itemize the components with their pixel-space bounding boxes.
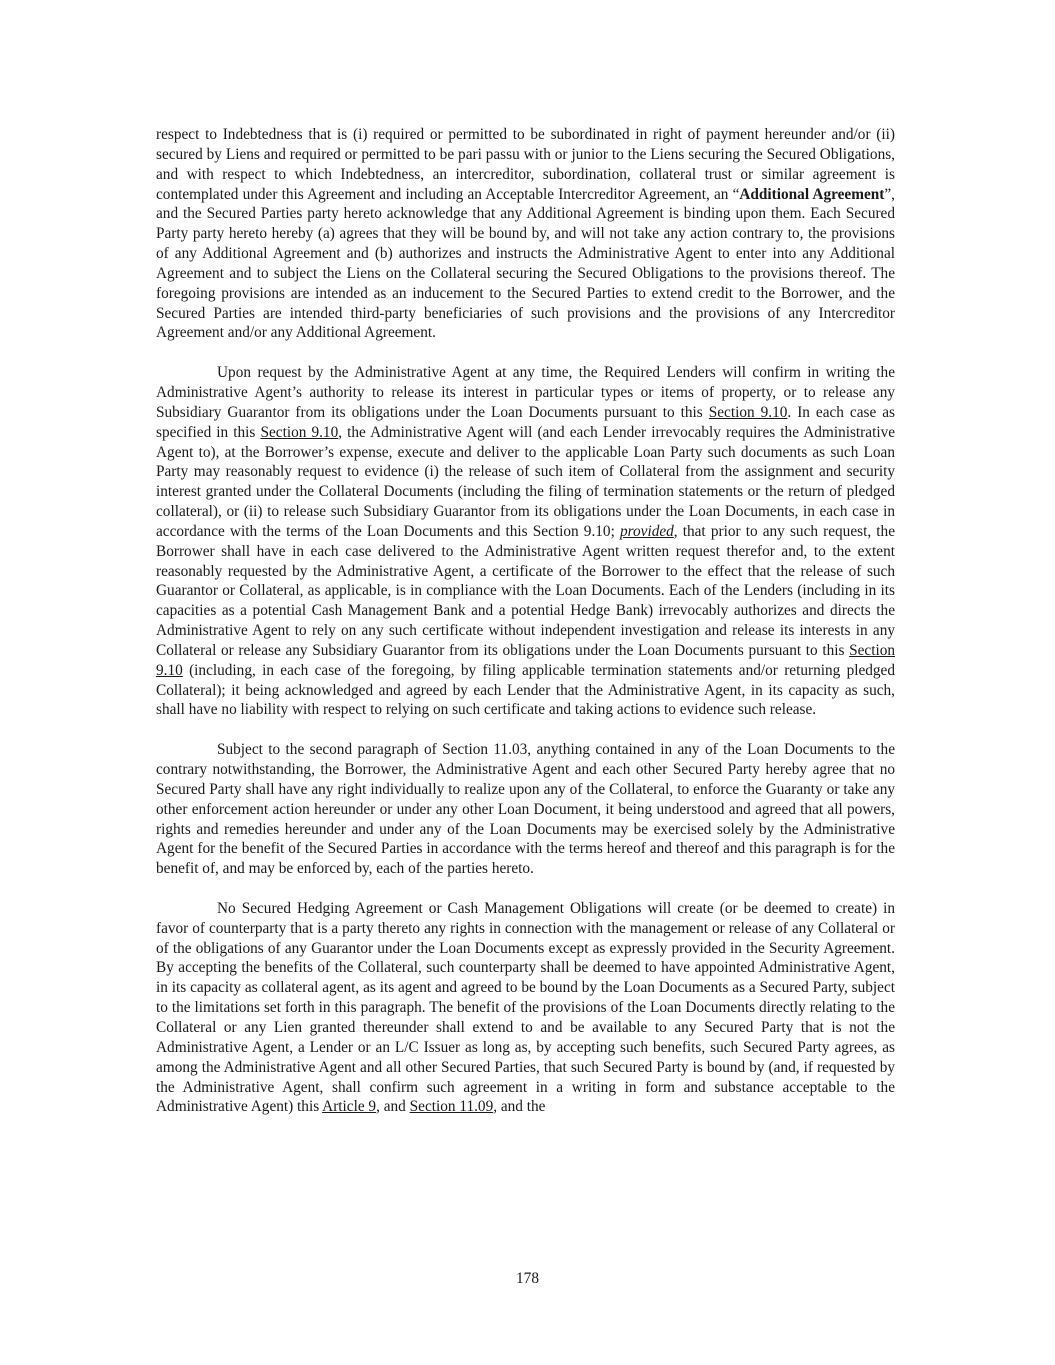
paragraph-2: Upon request by the Administrative Agent at any time, the Required Lenders will confirm in writing the Administrative Agent’s authority to release its interest in particular types or items of property, or to release any Subsidiary Guarantor from its obligations under the Loan Documents pursuant to this Section 9.10. In each case as specified in this Section 9.10, the Administrative Agent will (and each Lender irrevocably requires the Administrative Agent to), at the Borrower’s expense, execute and deliver to the applicable Loan Party such documents as such Loan Party may reasonably request to evidence (i) the release of such item of Collateral from the assignment and security interest granted under the Collateral Documents (including the filing of termination statements or the return of pledged collateral), or (ii) to release such Subsidiary Guarantor from its obligations under the Loan Documents, in each case in accordance with the terms of the Loan Documents and this Section 9.10; provided, that prior to any such request, the Borrower shall have in each case delivered to the Administrative Agent written request therefor and, to the extent reasonably requested by the Administrative Agent, a certificate of the Borrower to the effect that the release of such Guarantor or Collateral, as applicable, is in compliance with the Loan Documents. Each of the Lenders (including in its capacities as a potential Cash Management Bank and a potential Hedge Bank) irrevocably authorizes and directs the Administrative Agent to rely on any such certificate without independent investigation and release its interests in any Collateral or release any Subsidiary Guarantor from its obligations under the Loan Documents pursuant to this Section 9.10 (including, in each case of the foregoing, by filing applicable termination statements and/or returning pledged Collateral); it being acknowledged and agreed by each Lender that the Administrative Agent, in its capacity as such, shall have no liability with respect to relying on such certificate and taking actions to evidence such release. — [156, 364, 896, 719]
section-reference: Section 9.10 — [260, 423, 339, 441]
defined-term-additional-agreement: Additional Agreement — [739, 185, 885, 203]
page-number: 178 — [516, 1270, 539, 1287]
section-reference: Section 9.10 — [156, 641, 895, 679]
provided-term: provided — [619, 522, 674, 540]
section-reference: Section 9.10 — [708, 403, 788, 421]
paragraph-1: respect to Indebtedness that is (i) required or permitted to be subordinated in right of payment hereunder and/or (ii) secured by Liens and required or permitted to be pari passu with or junior to the Liens securing the Secured Obligations, and with respect to which Indebtedness, an intercreditor, subordination, collateral trust or similar agreement is contemplated under this Agreement and including an Acceptable Intercreditor Agreement, an “Additional Agreement”, and the Secured Parties party hereto acknowledge that any Additional Agreement is binding upon them. Each Secured Party party hereto hereby (a) agrees that they will be bound by, and will not take any action contrary to, the provisions of any Additional Agreement and (b) authorizes and instructs the Administrative Agent to enter into any Additional Agreement and to subject the Liens on the Collateral securing the Secured Obligations to the provisions thereof. The foregoing provisions are intended as an inducement to the Secured Parties to extend credit to the Borrower, and the Secured Parties are intended third-party beneficiaries of such provisions and the provisions of any Intercreditor Agreement and/or any Additional Agreement. — [156, 126, 895, 342]
section-reference: Section 11.09 — [409, 1098, 494, 1116]
document-body — [156, 125, 895, 1117]
paragraph-4: No Secured Hedging Agreement or Cash Management Obligations will create (or be deemed to create) in favor of counterparty that is a party thereto any rights in connection with the management or release of any Collateral or of the obligations of any Guarantor under the Loan Documents except as expressly provided in the Security Agreement. By accepting the benefits of the Collateral, such counterparty shall be deemed to have appointed Administrative Agent, in its capacity as collateral agent, as its agent and agreed to be bound by the Loan Documents as a Secured Party, subject to the limitations set forth in this paragraph. The benefit of the provisions of the Loan Documents directly relating to the Collateral or any Lien granted thereunder shall extend to and be available to any Secured Party that is not the Administrative Agent, a Lender or an L/C Issuer as long as, by accepting such benefits, such Secured Party agrees, as among the Administrative Agent and all other Secured Parties, that such Secured Party is bound by (and, if requested by the Administrative Agent, shall confirm such agreement in a writing in form and substance acceptable to the Administrative Agent) this Article 9, and Section 11.09, and the — [156, 899, 895, 1116]
article-reference: Article 9 — [322, 1098, 377, 1116]
paragraph-3: Subject to the second paragraph of Section 11.03, anything contained in any of the Loan Documents to the contrary notwithstanding, the Borrower, the Administrative Agent and each other Secured Party hereby agree that no Secured Party shall have any right individually to realize upon any of the Collateral, to enforce the Guaranty or take any other enforcement action hereunder or under any other Loan Document, it being understood and agreed that all powers, rights and remedies hereunder and under any of the Loan Documents may be exercised solely by the Administrative Agent for the benefit of the Secured Parties in accordance with the terms hereof and thereof and this paragraph is for the benefit of, and may be enforced by, each of the parties hereto. — [156, 741, 895, 878]
